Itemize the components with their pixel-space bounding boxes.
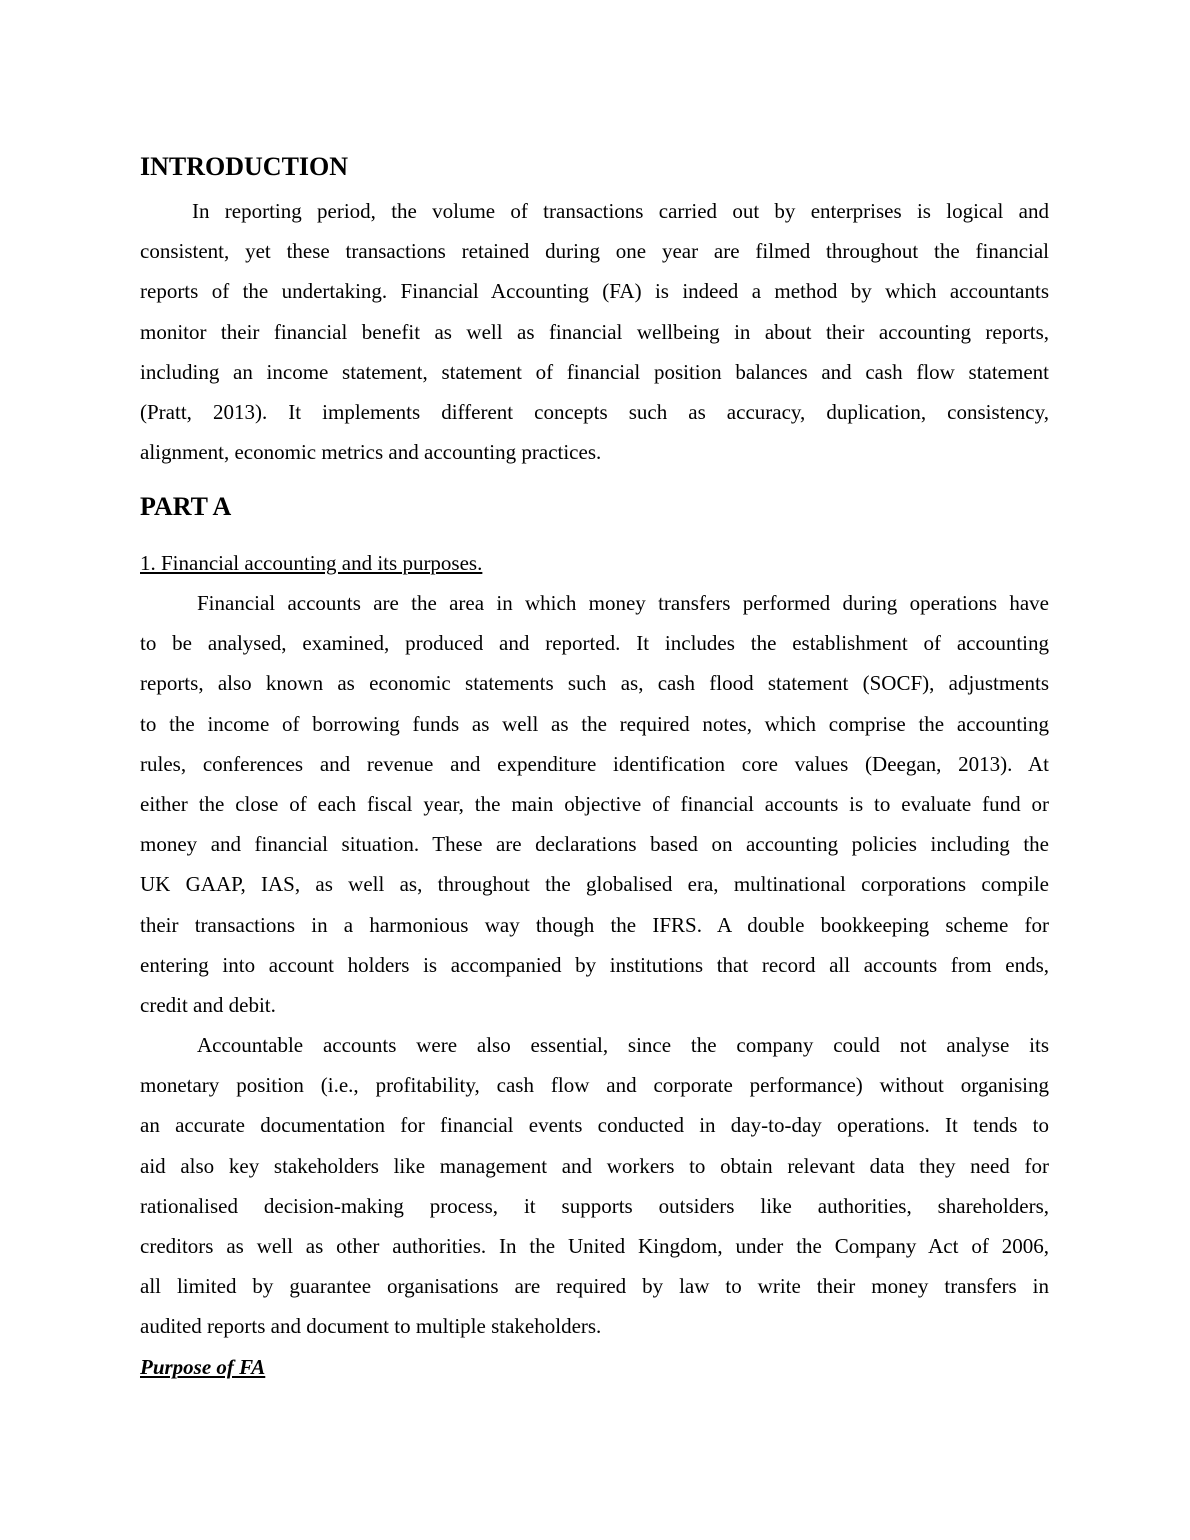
text-line: credit and debit. — [140, 993, 276, 1018]
financial-accounts-paragraph — [140, 583, 1049, 1025]
purpose-of-fa-heading: Purpose of FA — [140, 1355, 266, 1379]
part-a-heading: PART A — [140, 492, 232, 521]
text-line: monitor their financial benefit as well as financial wellbeing in about their accounting reports, — [140, 319, 1049, 344]
text-line: to the income of borrowing funds as well as the required notes, which comprise the accounting — [140, 711, 1049, 736]
introduction-heading: INTRODUCTION — [140, 152, 349, 181]
text-line: monetary position (i.e., profitability, cash flow and corporate performance) without organising — [140, 1073, 1049, 1098]
text-line: audited reports and document to multiple stakeholders. — [140, 1314, 602, 1339]
text-line: money and financial situation. These are declarations based on accounting policies including the — [140, 832, 1049, 857]
text-line: consistent, yet these transactions retained during one year are filmed throughout the financial — [140, 239, 1049, 264]
text-line: (Pratt, 2013). It implements different concepts such as accuracy, duplication, consistency, — [140, 400, 1049, 425]
text-line: including an income statement, statement of financial position balances and cash flow statement — [140, 359, 1049, 384]
text-line: reports, also known as economic statements such as, cash flood statement (SOCF), adjustments — [140, 671, 1049, 696]
text-line: In reporting period, the volume of transactions carried out by enterprises is logical and — [192, 199, 1049, 223]
text-line: UK GAAP, IAS, as well as, throughout the globalised era, multinational corporations compile — [140, 872, 1049, 897]
accountable-accounts-paragraph — [140, 1025, 1049, 1347]
text-line: all limited by guarantee organisations are required by law to write their money transfers in — [140, 1274, 1049, 1299]
intro-paragraph — [140, 191, 1049, 472]
text-line: rationalised decision-making process, it supports outsiders like authorities, shareholders, — [140, 1193, 1049, 1218]
section-1-subheading: 1. Financial accounting and its purposes. — [140, 551, 483, 575]
text-line: aid also key stakeholders like management and workers to obtain relevant data they need for — [140, 1153, 1049, 1178]
text-line: rules, conferences and revenue and expenditure identification core values (Deegan, 2013). At — [140, 751, 1049, 776]
text-line: entering into account holders is accompanied by institutions that record all accounts from ends, — [140, 952, 1049, 977]
text-line: Accountable accounts were also essential, since the company could not analyse its — [197, 1033, 1049, 1057]
text-line: creditors as well as other authorities. In the United Kingdom, under the Company Act of 2006, — [140, 1234, 1049, 1259]
text-line: Financial accounts are the area in which money transfers performed during operations have — [197, 591, 1049, 615]
text-line: to be analysed, examined, produced and reported. It includes the establishment of accounting — [140, 631, 1049, 656]
text-line: alignment, economic metrics and accounting practices. — [140, 440, 602, 465]
text-line: reports of the undertaking. Financial Accounting (FA) is indeed a method by which accountants — [140, 279, 1049, 304]
text-line: either the close of each fiscal year, the main objective of financial accounts is to evaluate fund or — [140, 792, 1049, 817]
text-line: an accurate documentation for financial events conducted in day-to-day operations. It tends to — [140, 1113, 1049, 1138]
text-line: their transactions in a harmonious way though the IFRS. A double bookkeeping scheme for — [140, 912, 1049, 937]
